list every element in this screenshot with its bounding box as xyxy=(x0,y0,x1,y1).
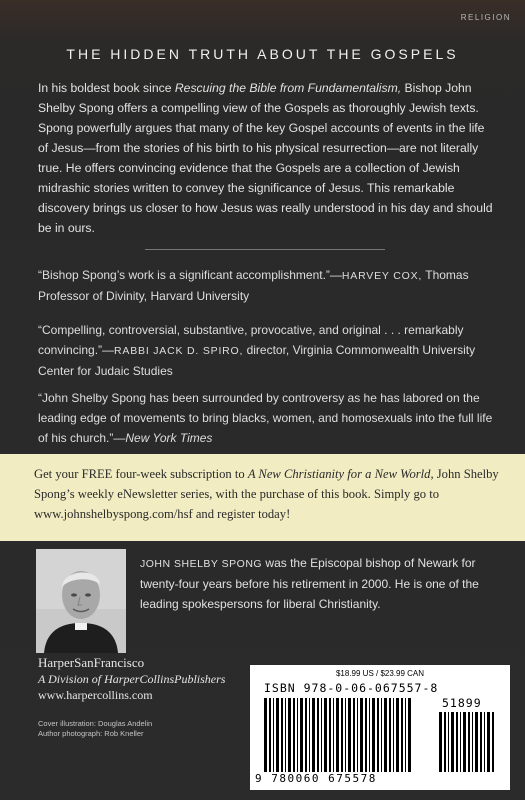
promo-text xyxy=(34,464,499,524)
barcode-bar xyxy=(381,698,382,772)
barcode-bar xyxy=(475,712,478,772)
barcode-bar xyxy=(309,698,310,772)
barcode-bar xyxy=(405,698,406,772)
barcode-bar xyxy=(460,712,461,772)
barcode-bar xyxy=(456,712,458,772)
promo-italic-title: A New Christianity for a New World, xyxy=(247,467,434,481)
division-prefix: A Division of HarperCollins xyxy=(38,672,175,686)
ean-barcode xyxy=(264,698,414,772)
barcode-bar xyxy=(365,698,367,772)
addon-barcode xyxy=(439,712,497,772)
barcode-bar xyxy=(321,698,322,772)
headline: THE HIDDEN TRUTH ABOUT THE GOSPELS xyxy=(66,46,459,62)
barcode-bar xyxy=(269,698,271,772)
addon-digits: 51899 xyxy=(442,696,482,710)
quote-text: “John Shelby Spong has been surrounded by controversy as he has labored on the leading edge of movements to bring blacks, women, and homosexuals into the full life of his church.”— xyxy=(38,391,493,445)
price-label: $18.99 US / $23.99 CAN xyxy=(335,669,425,678)
barcode-bar xyxy=(492,712,494,772)
review-quote-2 xyxy=(38,320,493,381)
barcode-bar xyxy=(276,698,279,772)
barcode-bar xyxy=(317,698,319,772)
barcode-bar xyxy=(463,712,466,772)
barcode-bar xyxy=(389,698,391,772)
barcode-bar xyxy=(480,712,482,772)
review-quote-3 xyxy=(38,388,493,448)
barcode-bar xyxy=(472,712,473,772)
barcode-bar xyxy=(293,698,295,772)
promo-text-2: John Shelby Spong’s weekly eNewsletter series, with the purchase of this book. Simply go to www.johnshelbyspong.com/hsf and register today! xyxy=(34,467,499,521)
barcode-bar xyxy=(451,712,454,772)
barcode-bar xyxy=(384,698,387,772)
barcode-bar xyxy=(281,698,283,772)
barcode-bar xyxy=(439,712,442,772)
barcode-bar xyxy=(333,698,334,772)
barcode-bar xyxy=(324,698,327,772)
barcode-bar xyxy=(329,698,331,772)
barcode-bar xyxy=(312,698,315,772)
blurb-italic-title: Rescuing the Bible from Fundamentalism, xyxy=(174,81,402,95)
barcode-bar xyxy=(285,698,286,772)
category-label: RELIGION xyxy=(460,13,511,22)
bio-text: was the Episcopal bishop of Newark for twenty-four years before his retirement in 2000. He is one of the leading spokespersons for liberal Christianity. xyxy=(140,556,479,611)
barcode-bar xyxy=(448,712,449,772)
barcode-bar xyxy=(357,698,358,772)
barcode-panel xyxy=(250,665,510,790)
barcode-bar xyxy=(408,698,411,772)
book-description xyxy=(38,78,493,238)
quote-text: “Compelling, controversial, substantive, provocative, and original . . . remarkably convincing.”— xyxy=(38,323,464,357)
barcode-bar xyxy=(345,698,346,772)
barcode-bar xyxy=(369,698,370,772)
barcode-bar xyxy=(468,712,470,772)
review-quote-1 xyxy=(38,265,493,306)
division-suffix: Publishers xyxy=(174,672,226,686)
barcode-bar xyxy=(444,712,446,772)
quote-affiliation: Thomas Professor of Divinity, Harvard University xyxy=(38,268,469,303)
barcode-bar xyxy=(288,698,291,772)
cover-credit: Cover illustration: Douglas Andelin xyxy=(38,719,153,728)
isbn-label: ISBN 978-0-06-067557-8 xyxy=(264,681,439,695)
barcode-bar xyxy=(273,698,274,772)
quote-author: HARVEY COX, xyxy=(341,270,423,282)
barcode-bar xyxy=(360,698,363,772)
quote-author: RABBI JACK D. SPIRO, xyxy=(114,345,244,357)
blurb-text-2: Bishop John Shelby Spong offers a compelling view of the Gospels as thoroughly Jewish texts. Spong powerfully argues that many of the key Gospel accounts of events in the life of Jesus—from the stories of his birth to his physical resurrection—are not literally true. He offers convincing evidence that the Gospels are a collection of Jewish midrashic stories written to convey the significance of Jesus. This remarkable discovery brings us closer to how Jesus was really understood in his day and should be in ours. xyxy=(38,81,493,235)
publisher-url: www.harpercollins.com xyxy=(38,688,153,702)
barcode-bar xyxy=(377,698,379,772)
author-name: JOHN SHELBY SPONG xyxy=(140,558,263,570)
barcode-bar xyxy=(401,698,403,772)
divider xyxy=(145,249,385,250)
publisher-division xyxy=(38,671,225,687)
barcode-bar xyxy=(393,698,394,772)
publisher-block xyxy=(38,655,225,703)
barcode-bar xyxy=(300,698,303,772)
quote-affiliation: director, Virginia Commonwealth University Center for Judaic Studies xyxy=(38,343,476,378)
publisher-name: HarperSanFrancisco xyxy=(38,655,145,670)
promo-text-1: Get your FREE four-week subscription to xyxy=(34,467,248,481)
author-photo xyxy=(36,549,126,653)
barcode-bar xyxy=(396,698,399,772)
barcode-bar xyxy=(297,698,298,772)
blurb-text-1: In his boldest book since xyxy=(38,81,175,95)
credits xyxy=(38,719,152,739)
ean-digits: 9 780060 675578 xyxy=(255,772,377,785)
quote-source: New York Times xyxy=(125,431,213,445)
promo-banner xyxy=(0,454,525,541)
barcode-bar xyxy=(372,698,375,772)
barcode-bar xyxy=(353,698,355,772)
barcode-bar xyxy=(336,698,339,772)
photo-credit: Author photograph: Rob Kneller xyxy=(38,729,144,738)
barcode-bar xyxy=(348,698,351,772)
barcode-bar xyxy=(484,712,485,772)
barcode-bar xyxy=(305,698,307,772)
barcode-bar xyxy=(341,698,343,772)
quote-text: “Bishop Spong’s work is a significant accomplishment.”— xyxy=(38,268,342,282)
author-bio xyxy=(140,553,510,614)
barcode-bar xyxy=(264,698,267,772)
barcode-bar xyxy=(487,712,490,772)
author-portrait-image xyxy=(36,549,126,653)
